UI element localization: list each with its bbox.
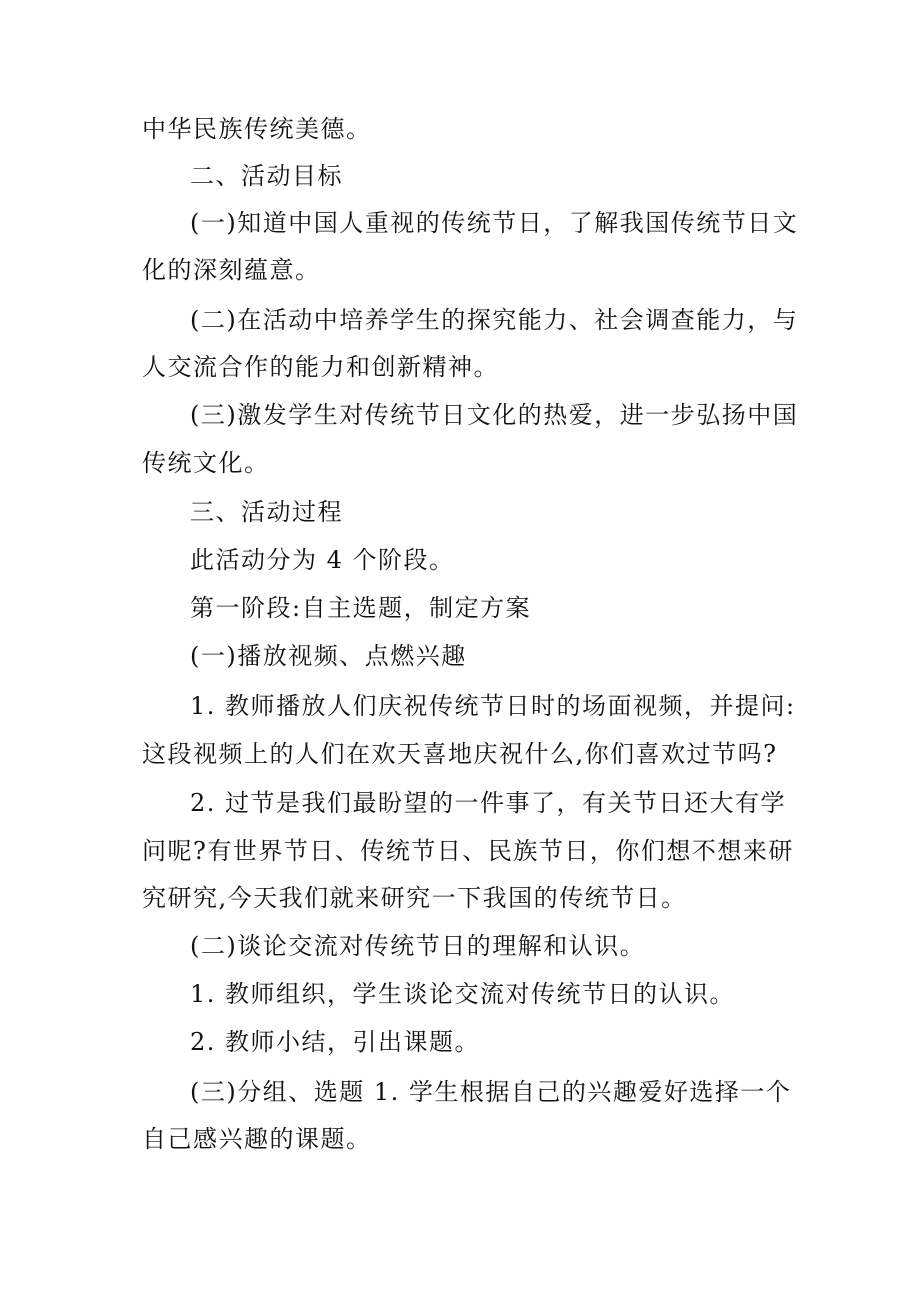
section-heading: 二、活动目标	[190, 162, 343, 190]
text-line: 1. 教师组织，学生谈论交流对传统节日的认识。	[190, 980, 736, 1008]
text-line: 2. 过节是我们最盼望的一件事了，有关节日还大有学	[190, 789, 787, 817]
section-heading: 三、活动过程	[190, 498, 343, 526]
text-line: 传统文化。	[142, 449, 270, 477]
text-line: (二)谈论交流对传统节日的理解和认识。	[190, 932, 646, 960]
text-line: (三)激发学生对传统节日文化的热爱，进一步弘扬中国	[190, 401, 799, 429]
text-line: 自己感兴趣的课题。	[142, 1125, 372, 1153]
text-line: 2. 教师小结，引出课题。	[190, 1028, 481, 1056]
text-line: 人交流合作的能力和创新精神。	[142, 353, 499, 381]
text-line: 究研究,今天我们就来研究一下我国的传统节日。	[142, 884, 687, 912]
text-line: 问呢?有世界节日、传统节日、民族节日，你们想不想来研	[142, 837, 794, 865]
text-line: (一)播放视频、点燃兴趣	[190, 642, 467, 670]
text-line: 这段视频上的人们在欢天喜地庆祝什么,你们喜欢过节吗?	[142, 740, 778, 768]
text-line: 化的深刻蕴意。	[142, 256, 321, 284]
text-line: 此活动分为 4 个阶段。	[190, 546, 455, 574]
text-line: (三)分组、选题 1. 学生根据自己的兴趣爱好选择一个	[190, 1078, 792, 1106]
stage-heading: 第一阶段:自主选题，制定方案	[190, 594, 532, 622]
text-line: 中华民族传统美德。	[142, 115, 372, 143]
text-line: (一)知道中国人重视的传统节日，了解我国传统节日文	[190, 209, 799, 237]
text-line: 1. 教师播放人们庆祝传统节日时的场面视频，并提问:	[190, 692, 796, 720]
text-line: (二)在活动中培养学生的探究能力、社会调查能力，与	[190, 306, 799, 334]
